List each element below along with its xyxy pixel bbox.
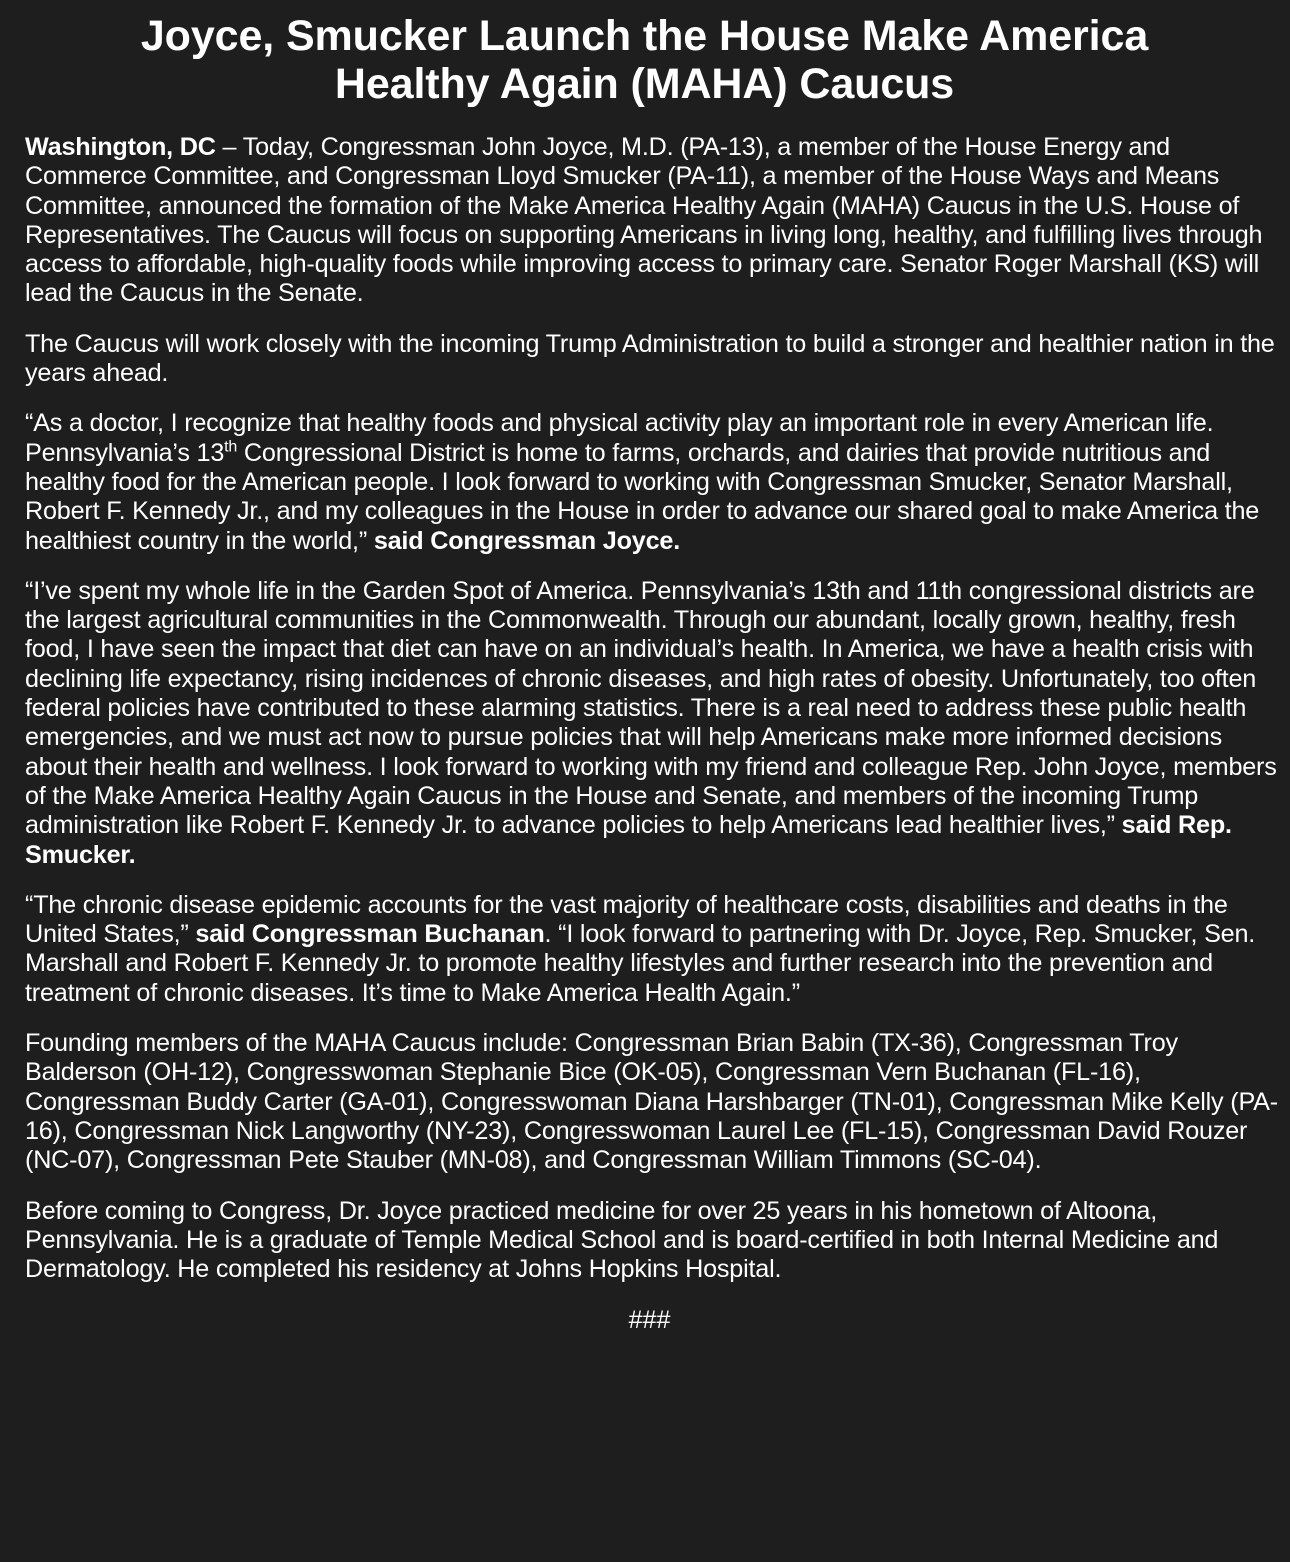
ordinal-superscript: th — [224, 438, 238, 456]
joyce-quote-text-b: Congressional District is home to farms, orchards, and dairies that provide nutritious and healthy food for the American people. I look forward to working with Congressman Smucker, Senator Marshall, Robert F. Kennedy Jr., and my colleagues in the House in order to advance our shared goal to make America the healthiest country in the world,” — [25, 438, 1260, 555]
intro-text: – Today, Congressman John Joyce, M.D. (PA-13), a member of the House Energy and Commerce Committee, and Congressman Lloyd Smucker (PA-11), a member of the House Ways and Means Committee, announced the formation of the Make America Healthy Again (MAHA) Caucus in the U.S. House of Representatives. The Caucus will focus on supporting Americans in living long, healthy, and fulfilling lives through access to affordable, high-quality foods while improving access to primary care. Senator Roger Marshall (KS) will lead the Caucus in the Senate. — [25, 133, 1263, 308]
founding-members-text: Founding members of the MAHA Caucus include: Congressman Brian Babin (TX-36), Congressman Troy Balderson (OH-12), Congresswoman Stephanie Bice (OK-05), Congressman Vern Buchanan (FL-16), Congressman Buddy Carter (GA-01), Congresswoman Diana Harshbarger (TN-01), Congressman Mike Kelly (PA-16), Congressman Nick Langworthy (NY-23), Congresswoman Laurel Lee (FL-15), Congressman David Rouzer (NC-07), Congressman Pete Stauber (MN-08), and Congressman William Timmons (SC-04). — [25, 1029, 1278, 1175]
buchanan-quote-text-a: “The chronic disease epidemic accounts for the vast majority of healthcare costs, disabilities and deaths in the United States,” — [25, 890, 1228, 949]
article-body — [25, 133, 1282, 1335]
joyce-attribution: said Congressman Joyce. — [373, 526, 680, 555]
paragraph-joyce-quote — [25, 409, 1282, 555]
buchanan-attribution: said Congressman Buchanan — [195, 920, 545, 949]
buchanan-quote-text-b: . “I look forward to partnering with Dr. Joyce, Rep. Smucker, Sen. Marshall and Robert F. Kennedy Jr. to promote healthy lifestyles and further research into the prevention and treatment of chronic diseases. It’s time to Make America Health Again.” — [25, 920, 1256, 1007]
paragraph-biography — [25, 1197, 1282, 1285]
paragraph-intro — [25, 133, 1282, 309]
paragraph-administration — [25, 330, 1282, 389]
headline-line-2: Healthy Again (MAHA) Caucus — [334, 60, 955, 108]
headline — [25, 10, 1282, 108]
end-mark: ### — [628, 1306, 671, 1335]
paragraph-founding-members — [25, 1029, 1282, 1175]
dateline: Washington, DC — [25, 133, 216, 161]
biography-text: Before coming to Congress, Dr. Joyce practiced medicine for over 25 years in his hometown of Altoona, Pennsylvania. He is a graduate of Temple Medical School and is board-certified in both Internal Medicine and Dermatology. He completed his residency at Johns Hopkins Hospital. — [25, 1196, 1219, 1284]
paragraph-smucker-quote — [25, 577, 1282, 870]
joyce-quote-text-a: “As a doctor, I recognize that healthy foods and physical activity play an important role in every American life. Pennsylvania’s 13 — [25, 409, 1214, 467]
headline-line-1: Joyce, Smucker Launch the House Make America — [140, 12, 1149, 60]
smucker-quote-text: “I’ve spent my whole life in the Garden Spot of America. Pennsylvania’s 13th and 11th congressional districts are the largest agricultural communities in the Commonwealth. Through our abundant, locally grown, healthy, fresh food, I have seen the impact that diet can have on an individual’s health. In America, we have a health crisis with declining life expectancy, rising incidences of chronic diseases, and high rates of obesity. Unfortunately, too often federal policies have contributed to these alarming statistics. There is a real need to address these public health emergencies, and we must act now to pursue policies that will help Americans make more informed decisions about their health and wellness. I look forward to working with my friend and colleague Rep. John Joyce, members of the Make America Healthy Again Caucus in the House and Senate, and members of the incoming Trump administration like Robert F. Kennedy Jr. to advance policies to help Americans lead healthier lives,” — [25, 576, 1277, 840]
smucker-attribution: said Rep. Smucker. — [25, 811, 1232, 869]
paragraph-buchanan-quote — [25, 891, 1282, 1008]
administration-text: The Caucus will work closely with the incoming Trump Administration to build a stronger and healthier nation in the years ahead. — [25, 329, 1275, 388]
